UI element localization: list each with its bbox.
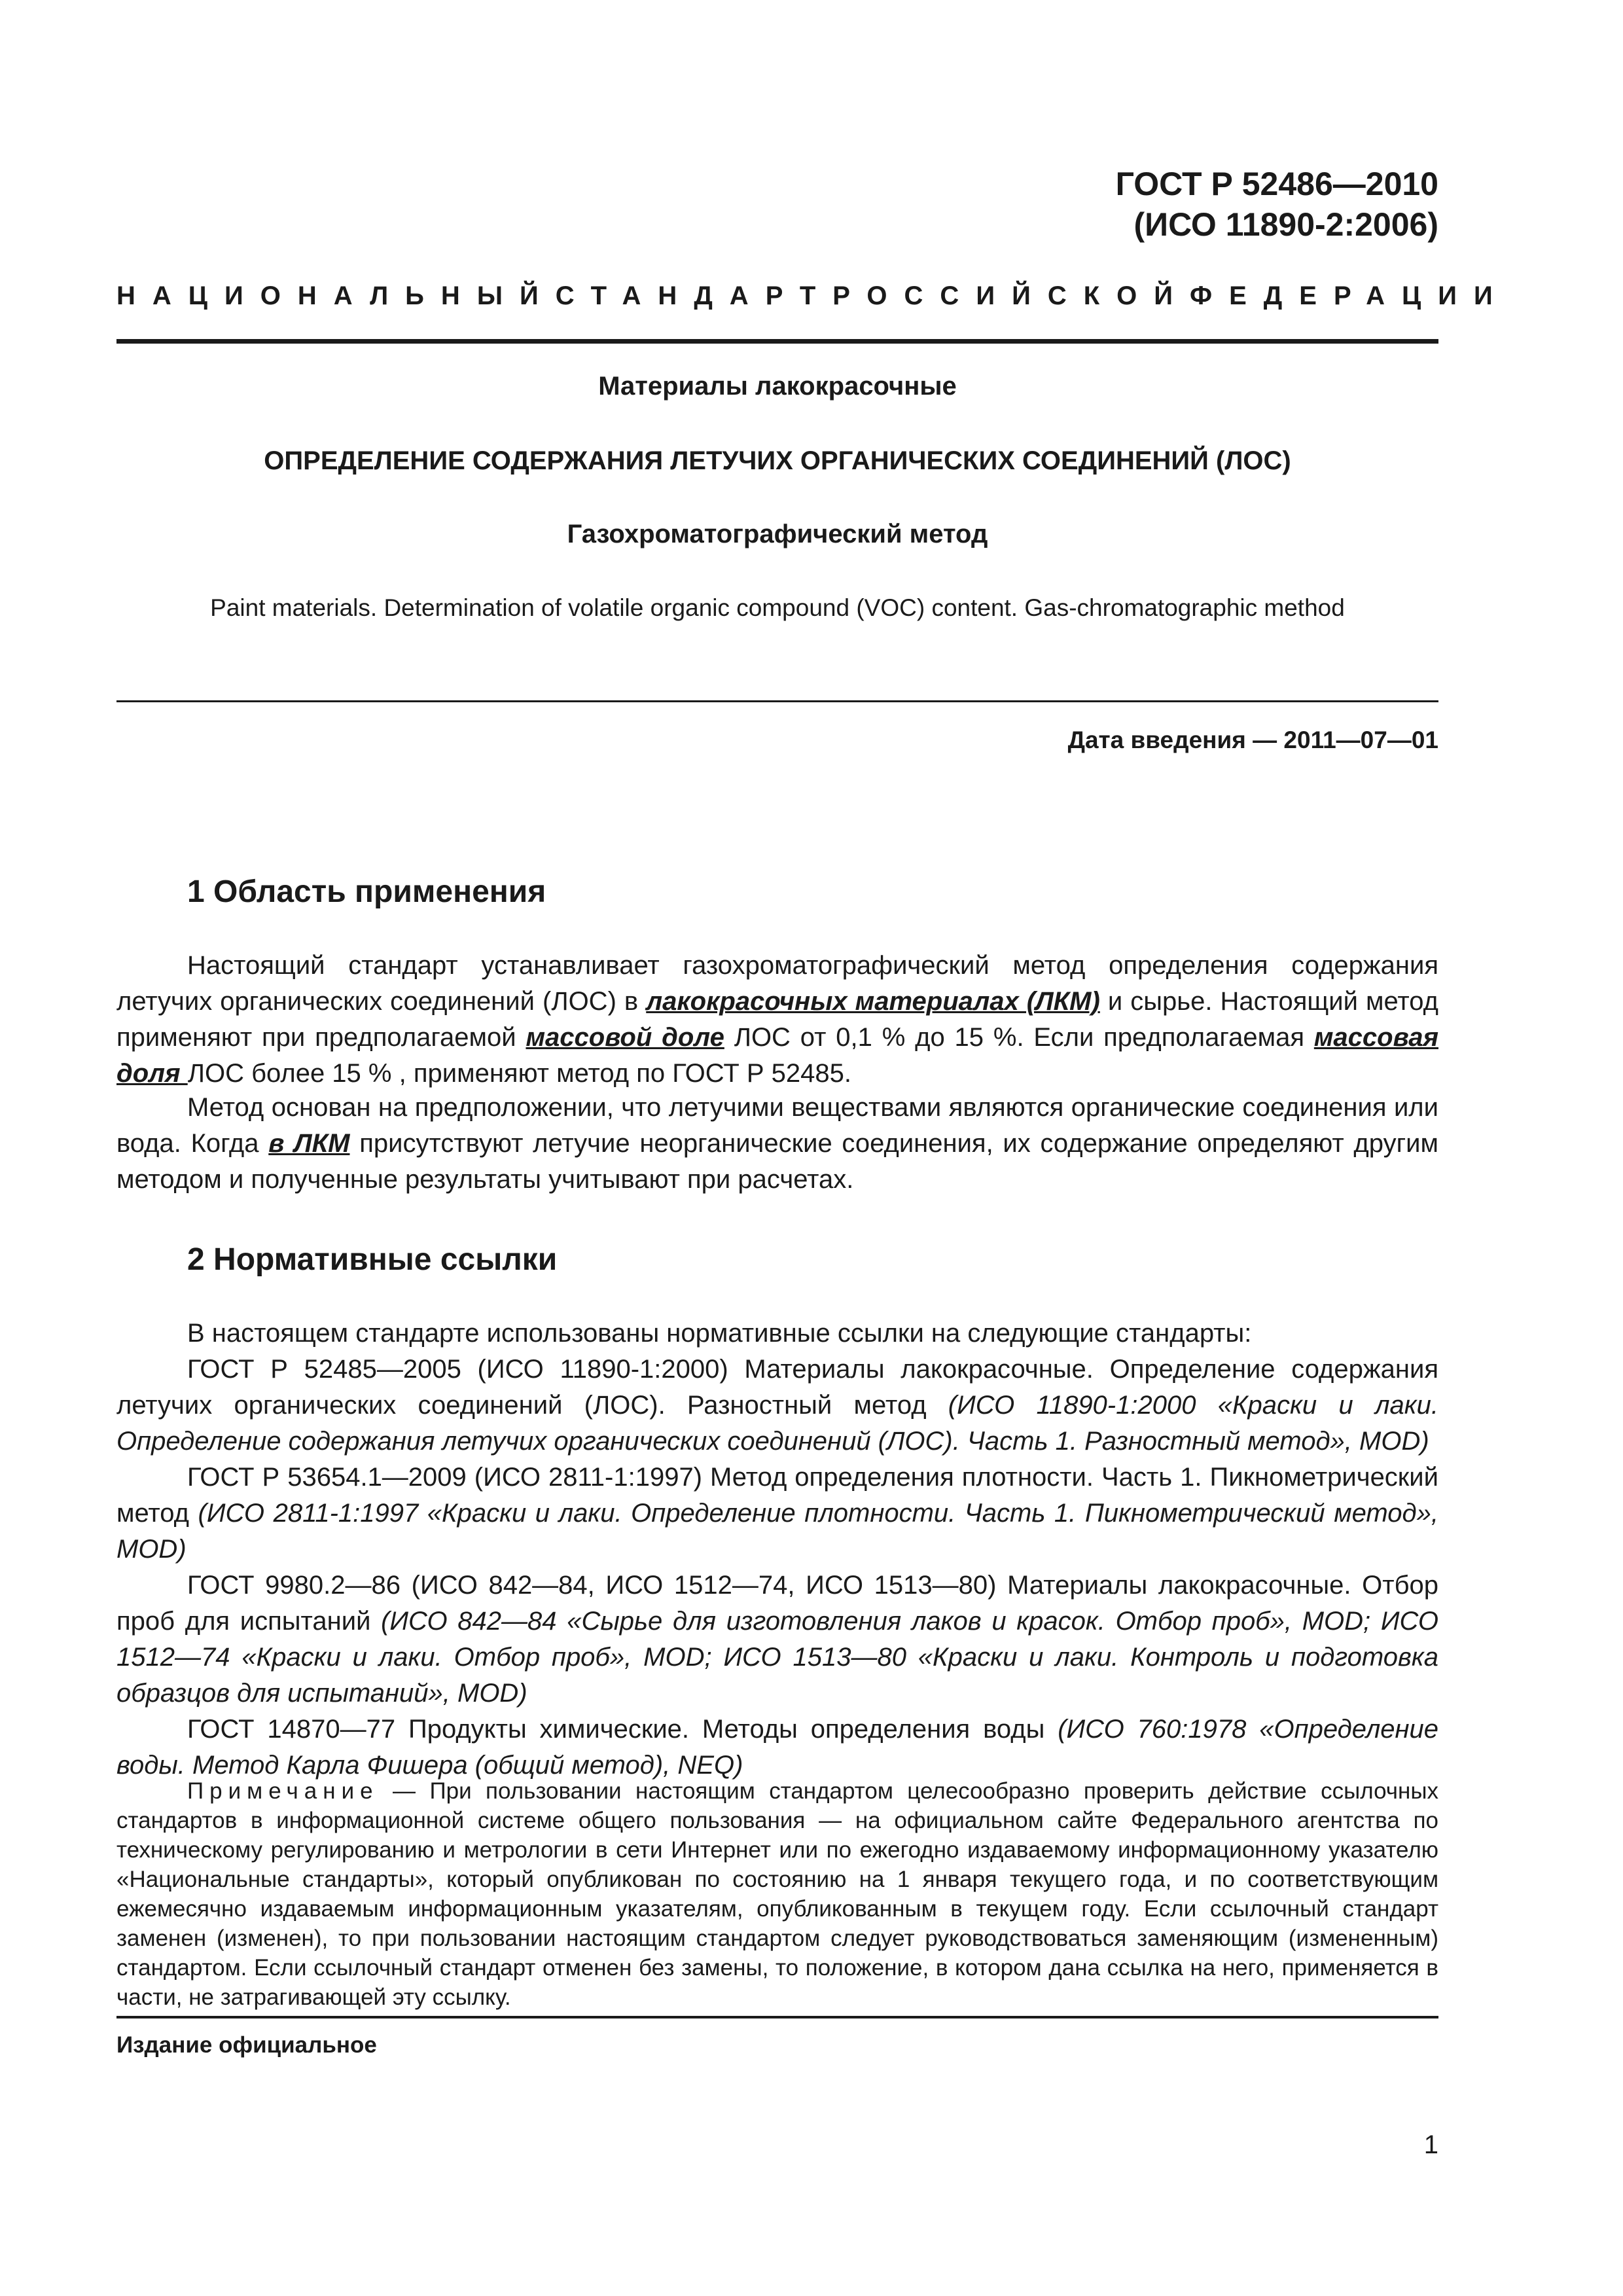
header-divider: [116, 339, 1438, 344]
title-divider: [116, 700, 1438, 702]
note-label: Примечание: [187, 1778, 379, 1804]
banner-word: СТАНДАРТ: [555, 281, 833, 310]
official-edition-label: Издание официальное: [116, 2032, 377, 2058]
text-run: и сырье. Настоящий метод применяют при предполагаемой: [116, 987, 1439, 1052]
banner-word: ФЕДЕРАЦИИ: [1189, 281, 1510, 310]
note: [116, 1776, 1438, 2012]
title-english: Paint materials. Determination of volatile organic compound (VOC) content. Gas-chromatographic method: [210, 594, 1345, 621]
reference-item: [116, 1460, 1438, 1568]
reference-iso: (ИСО 11890-1:2000 «Краски и лаки. Определение содержания летучих органических соединений (ЛОС). Часть 1. Разностный метод», MOD): [116, 1391, 1439, 1456]
references-intro: В настоящем стандарте использованы нормативные ссылки на следующие стандарты:: [187, 1319, 1252, 1348]
section-1-heading: 1 Область применения: [187, 874, 546, 909]
section-2-heading: 2 Нормативные ссылки: [187, 1242, 558, 1277]
reference-item: [116, 1712, 1438, 1784]
standard-designation: [1116, 164, 1438, 245]
section-1-paragraph-1: [116, 948, 1438, 1092]
document-page: [116, 0, 1510, 2296]
reference-iso: (ИСО 760:1978 «Определение воды. Метод Карла Фишера (общий метод), NEQ): [116, 1715, 1438, 1780]
text-run: Настоящий стандарт устанавливает газохроматографический метод определения содержания летучих органических соединений (ЛОС) в: [116, 951, 1438, 1016]
title-method: Газохроматографический метод: [567, 520, 988, 548]
text-run: ЛОС более 15 % , применяют метод по ГОСТ Р 52485.: [187, 1059, 852, 1088]
designation-number: ГОСТ Р 52486—2010: [1115, 166, 1438, 202]
reference-text: ГОСТ Р 53654.1—2009 (ИСО 2811-1:1997) Метод определения плотности. Часть 1. Пикнометрический метод: [116, 1463, 1438, 1528]
introduction-date: Дата введения — 2011—07—01: [1067, 726, 1438, 753]
term-link-mass-fraction-2[interactable]: массовая доля: [116, 1023, 1439, 1088]
term-link-in-lkm[interactable]: в ЛКМ: [268, 1129, 350, 1158]
text-run: ЛОС от 0,1 % до 15 %. Если предполагаемая: [724, 1023, 1314, 1052]
note-text: — При пользовании настоящим стандартом целесообразно проверить действие ссылочных стандартов в информационной системе общего пользования — на официальном сайте Федерального агентства по техническому регулированию и метрологии в сети Интернет или по ежегодно издаваемому информационному указателю «Национальные стандарты», который опубликован по состоянию на 1 января текущего года, и по соответствующим ежемесячно издаваемым информационным указателям, опубликованным в текущем году. Если ссылочный стандарт заменен (изменен), то при пользовании настоящим стандартом следует руководствоваться заменяющим (измененным) стандартом. Если ссылочный стандарт отменен без замены, то положение, в котором дана ссылка на него, применяется в части, не затрагивающей эту ссылку.: [116, 1778, 1438, 2010]
title-subject: Материалы лакокрасочные: [598, 372, 957, 401]
section-1-paragraph-2: [116, 1090, 1438, 1198]
text-run: Метод основан на предположении, что летучими веществами являются органические соединения или вода. Когда: [116, 1093, 1438, 1158]
text-run: присутствуют летучие неорганические соединения, их содержание определяют другим методом и полученные результаты учитывают при расчетах.: [116, 1129, 1438, 1194]
national-standard-banner: [116, 281, 1510, 311]
normative-references: [116, 1316, 1438, 1784]
reference-item: [116, 1568, 1438, 1712]
reference-text: ГОСТ 9980.2—86 (ИСО 842—84, ИСО 1512—74, ИСО 1513—80) Материалы лакокрасочные. Отбор проб для испытаний: [116, 1571, 1438, 1636]
reference-iso: (ИСО 842—84 «Сырье для изготовления лаков и красок. Отбор проб», MOD; ИСО 1512—74 «Краски и лаки. Отбор проб», MOD; ИСО 1513—80 «Краски и лаки. Контроль и подготовка образцов для испытаний», MOD): [116, 1607, 1439, 1708]
reference-item: [116, 1352, 1438, 1460]
term-link-mass-fraction[interactable]: массовой доле: [526, 1023, 724, 1052]
reference-iso: (ИСО 2811-1:1997 «Краски и лаки. Определение плотности. Часть 1. Пикнометрический метод», MOD): [116, 1499, 1439, 1564]
term-link-lkm[interactable]: лакокрасочных материалах (ЛКМ): [646, 987, 1100, 1016]
reference-text: ГОСТ Р 52485—2005 (ИСО 11890-1:2000) Материалы лакокрасочные. Определение содержания летучих органических соединений (ЛОС). Разностный метод: [116, 1355, 1438, 1420]
footer-divider: [116, 2016, 1438, 2018]
reference-text: ГОСТ 14870—77 Продукты химические. Методы определения воды: [187, 1715, 1058, 1744]
banner-word: НАЦИОНАЛЬНЫЙ: [116, 281, 556, 310]
banner-word: РОССИЙСКОЙ: [832, 281, 1190, 310]
designation-iso: (ИСО 11890-2:2006): [1133, 206, 1438, 243]
page-number: 1: [1423, 2130, 1438, 2159]
title-main: ОПРЕДЕЛЕНИЕ СОДЕРЖАНИЯ ЛЕТУЧИХ ОРГАНИЧЕСКИХ СОЕДИНЕНИЙ (ЛОС): [264, 446, 1291, 475]
